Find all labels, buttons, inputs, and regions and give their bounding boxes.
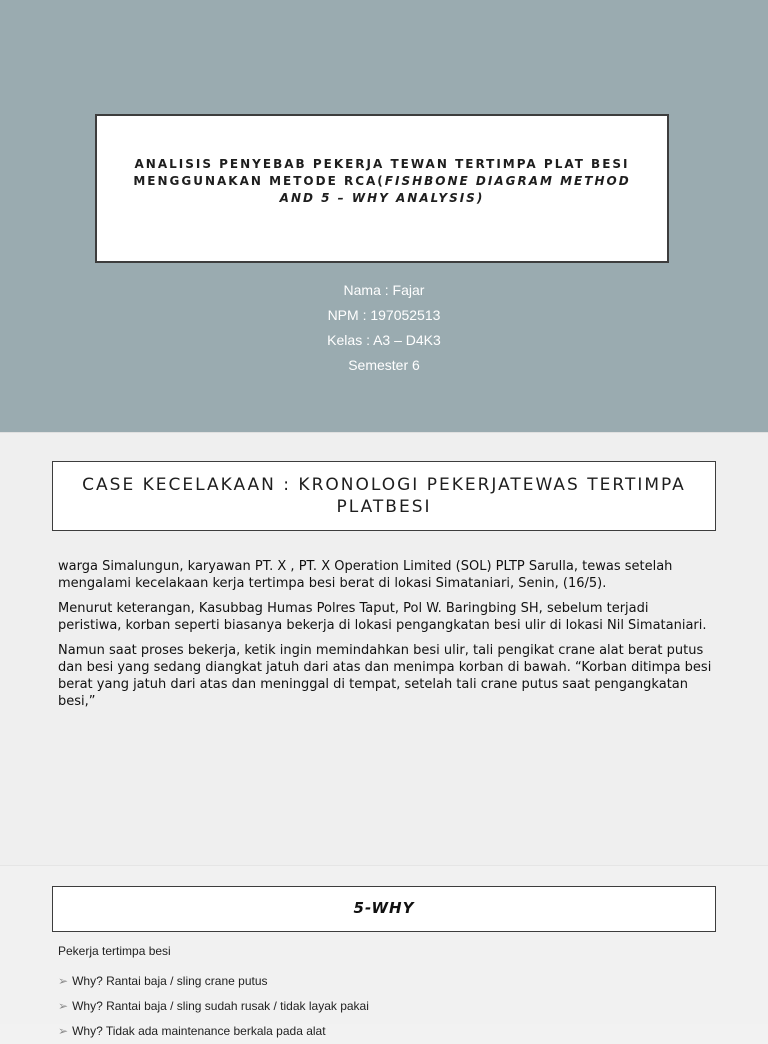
case-heading: CASE KECELAKAAN : KRONOLOGI PEKERJATEWAS TERTIMPA PLATBESI — [52, 461, 716, 531]
five-why-intro: Pekerja tertimpa besi — [58, 944, 171, 958]
list-item — [58, 969, 369, 994]
list-item — [58, 994, 369, 1019]
five-why-slide — [0, 866, 768, 1038]
case-slide — [0, 433, 768, 865]
author-name: Nama : Fajar — [343, 282, 425, 298]
title-line-2-plain: MENGGUNAKAN METODE RCA( — [133, 174, 385, 188]
title-box — [95, 114, 669, 263]
arrow-bullet-icon: ➢ — [58, 999, 69, 1013]
list-item — [58, 1019, 369, 1044]
list-item-text: Why? Rantai baja / sling crane putus — [72, 974, 268, 988]
title-line-2 — [117, 173, 647, 207]
presentation-title — [117, 156, 647, 207]
list-item-text: Why? Rantai baja / sling sudah rusak / tidak layak pakai — [72, 999, 369, 1013]
author-kelas: Kelas : A3 – D4K3 — [327, 332, 441, 348]
case-paragraph: Namun saat proses bekerja, ketik ingin memindahkan besi ulir, tali pengikat crane alat berat putus dan besi yang sedang diangkat jatuh dari atas dan menimpa korban di bawah. “Korban ditimpa besi berat yang jatuh dari atas dan meninggal di tempat, setelah tali crane putus saat pengangkatan besi,” — [58, 643, 712, 709]
title-slide — [0, 0, 768, 432]
list-item-text: Why? Tidak ada maintenance berkala pada alat — [72, 1024, 326, 1038]
case-paragraph: Menurut keterangan, Kasubbag Humas Polres Taput, Pol W. Baringbing SH, sebelum terjadi peristiwa, korban seperti biasanya bekerja di lokasi pengangkatan besi ulir di lokasi Nil Simataniari. — [58, 601, 707, 633]
author-info — [0, 278, 768, 378]
author-semester: Semester 6 — [348, 357, 420, 373]
case-body — [58, 558, 713, 718]
arrow-bullet-icon: ➢ — [58, 974, 69, 988]
title-line-2-italic: FISHBONE DIAGRAM METHOD AND 5 – WHY ANALYSIS) — [279, 174, 631, 205]
author-npm: NPM : 197052513 — [327, 307, 441, 323]
title-line-1: ANALISIS PENYEBAB PEKERJA TEWAN TERTIMPA PLAT BESI — [134, 157, 630, 171]
arrow-bullet-icon: ➢ — [58, 1024, 69, 1038]
five-why-heading: 5-WHY — [52, 886, 716, 932]
case-paragraph: warga Simalungun, karyawan PT. X , PT. X Operation Limited (SOL) PLTP Sarulla, tewas setelah mengalami kecelakaan kerja tertimpa besi berat di lokasi Simataniari, Senin, (16/5). — [58, 559, 673, 591]
five-why-list — [58, 969, 369, 1044]
